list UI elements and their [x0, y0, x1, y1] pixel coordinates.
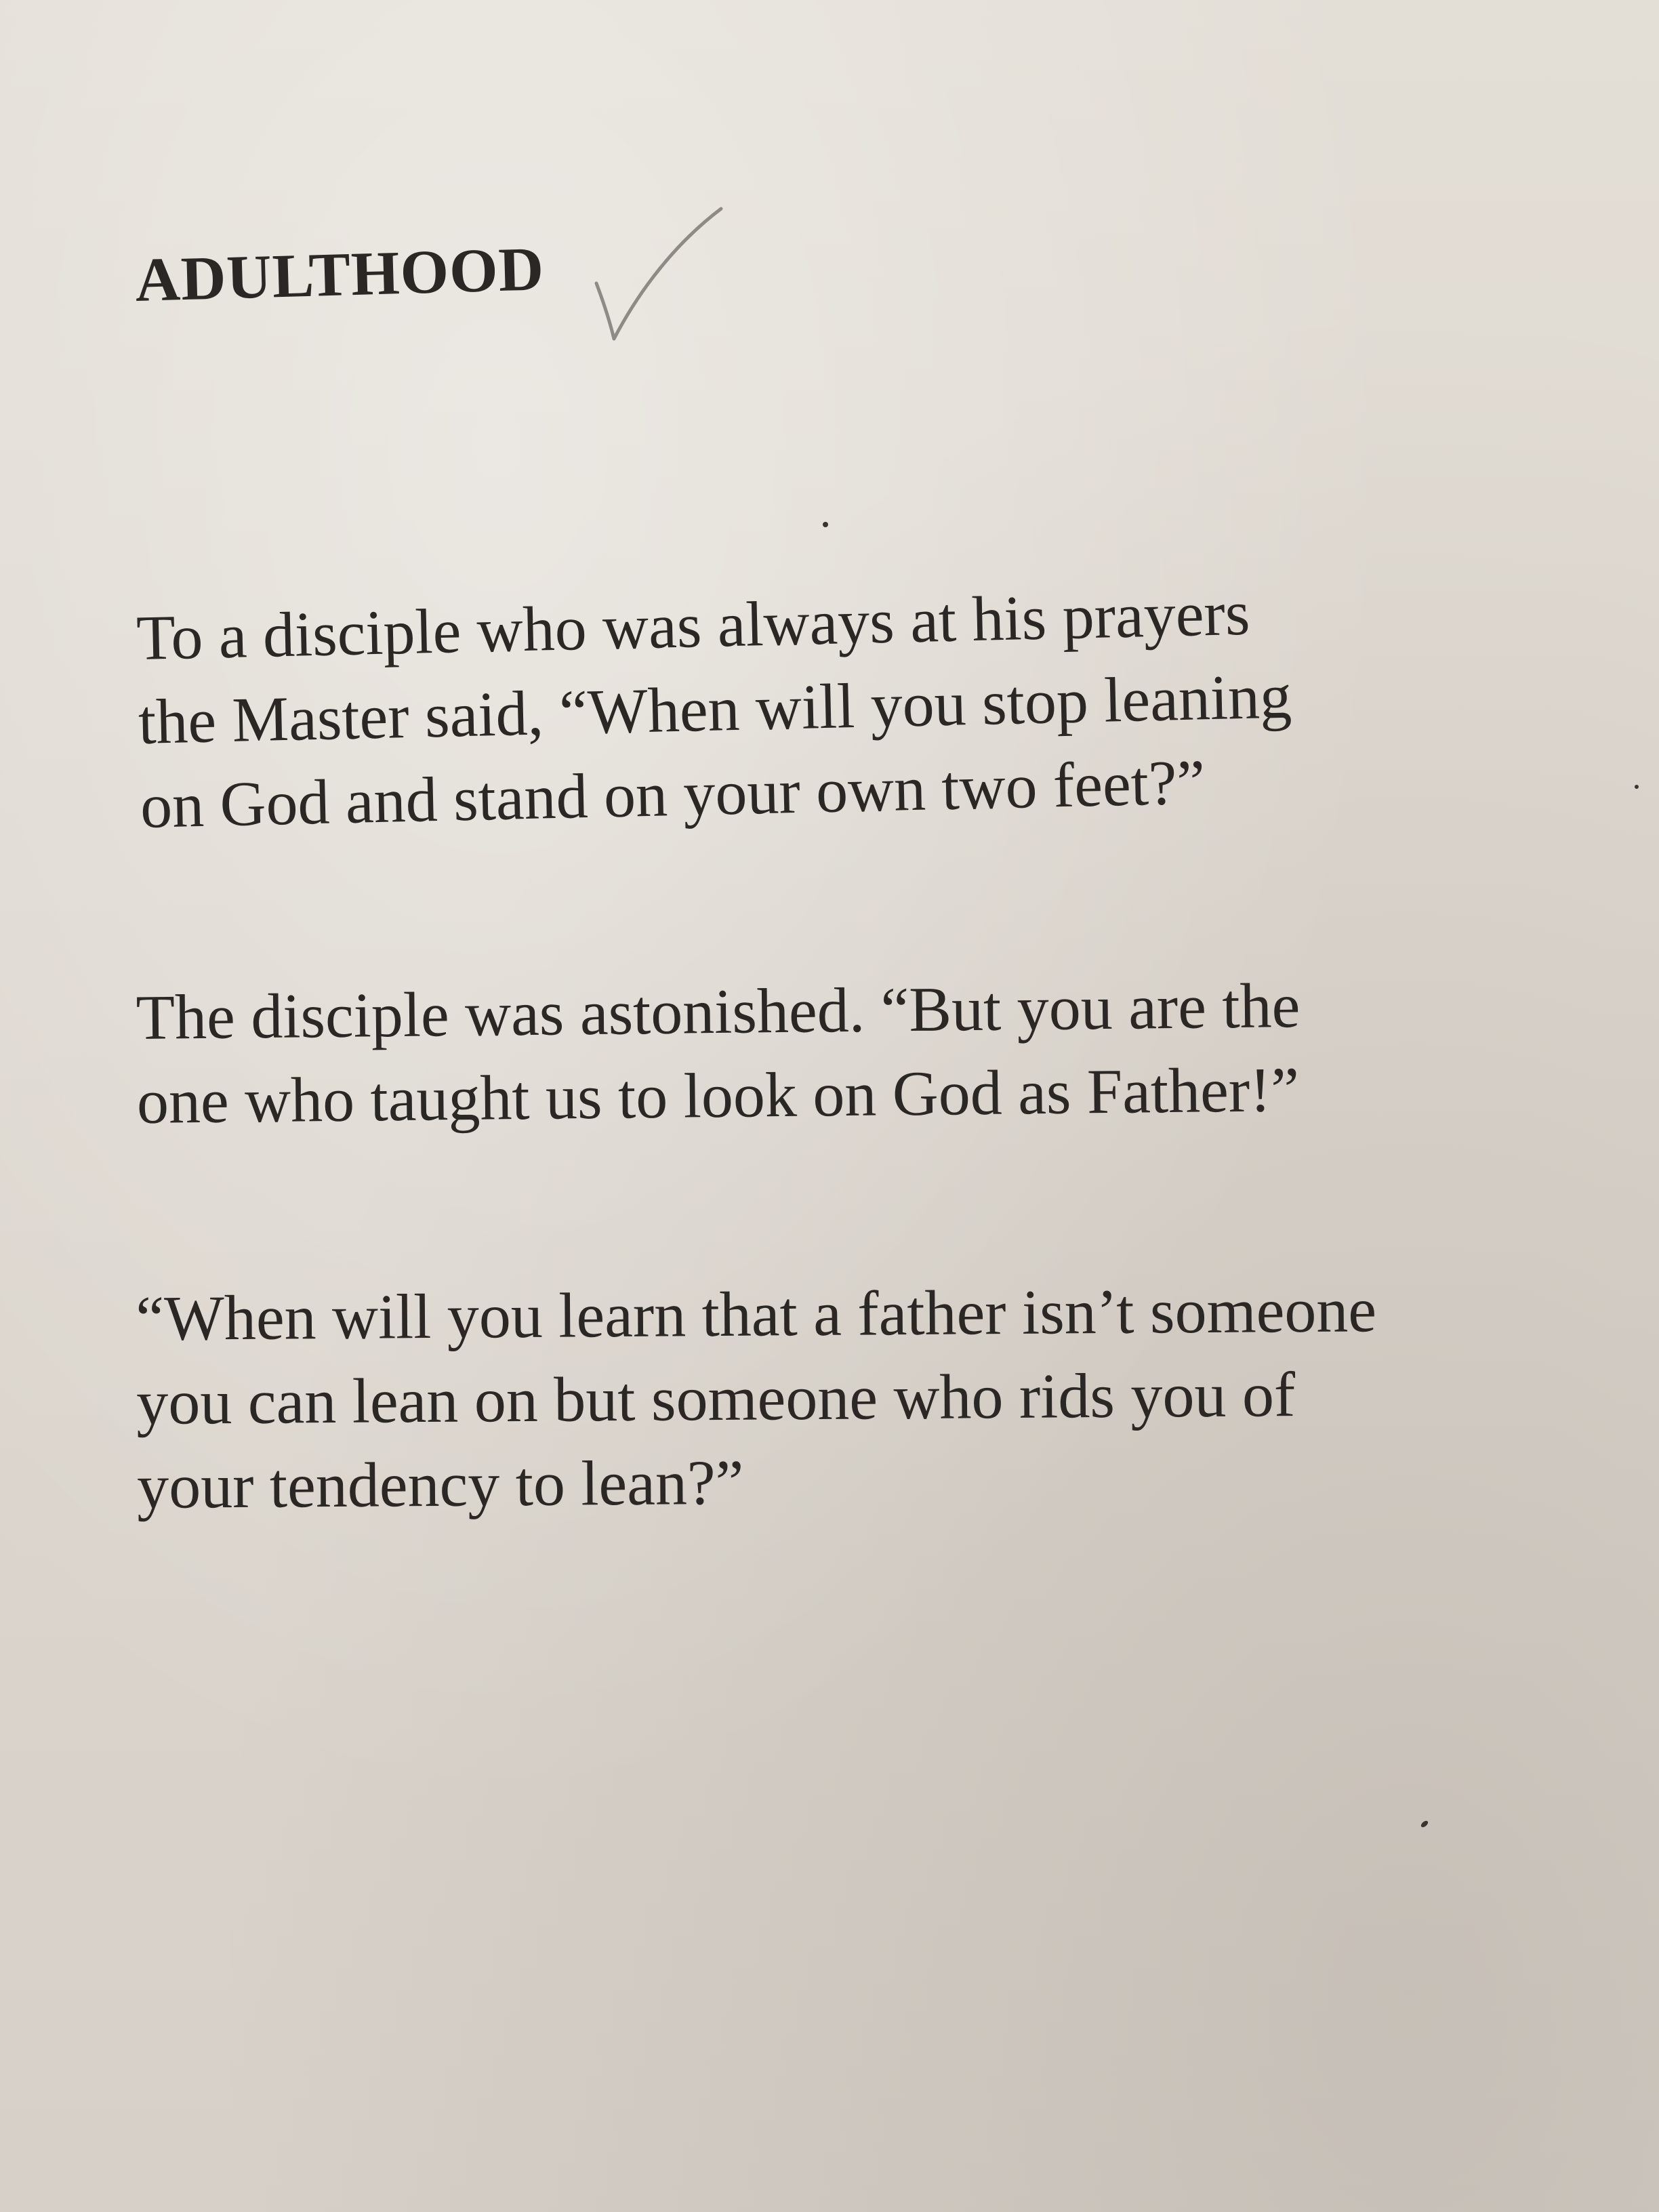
ink-speck — [1635, 785, 1639, 789]
ink-speck — [823, 522, 828, 527]
checkmark-icon — [591, 203, 726, 352]
paragraph-2: The disciple was astonished. “But you are the one who taught us to look on God as Father!” — [136, 970, 1300, 1137]
body-text — [136, 577, 1626, 1529]
page-heading: ADULTHOOD — [134, 234, 546, 314]
heading-block — [134, 232, 545, 316]
paragraph-1: To a disciple who was always at his prayers the Master said, “When will you stop leaning on God and stand on your own two feet?” — [136, 577, 1293, 842]
ink-speck — [1420, 1820, 1429, 1828]
paragraph-3: “When will you learn that a father isn’t someone you can lean on but someone who rids you of your tendency to lean?” — [136, 1275, 1377, 1522]
